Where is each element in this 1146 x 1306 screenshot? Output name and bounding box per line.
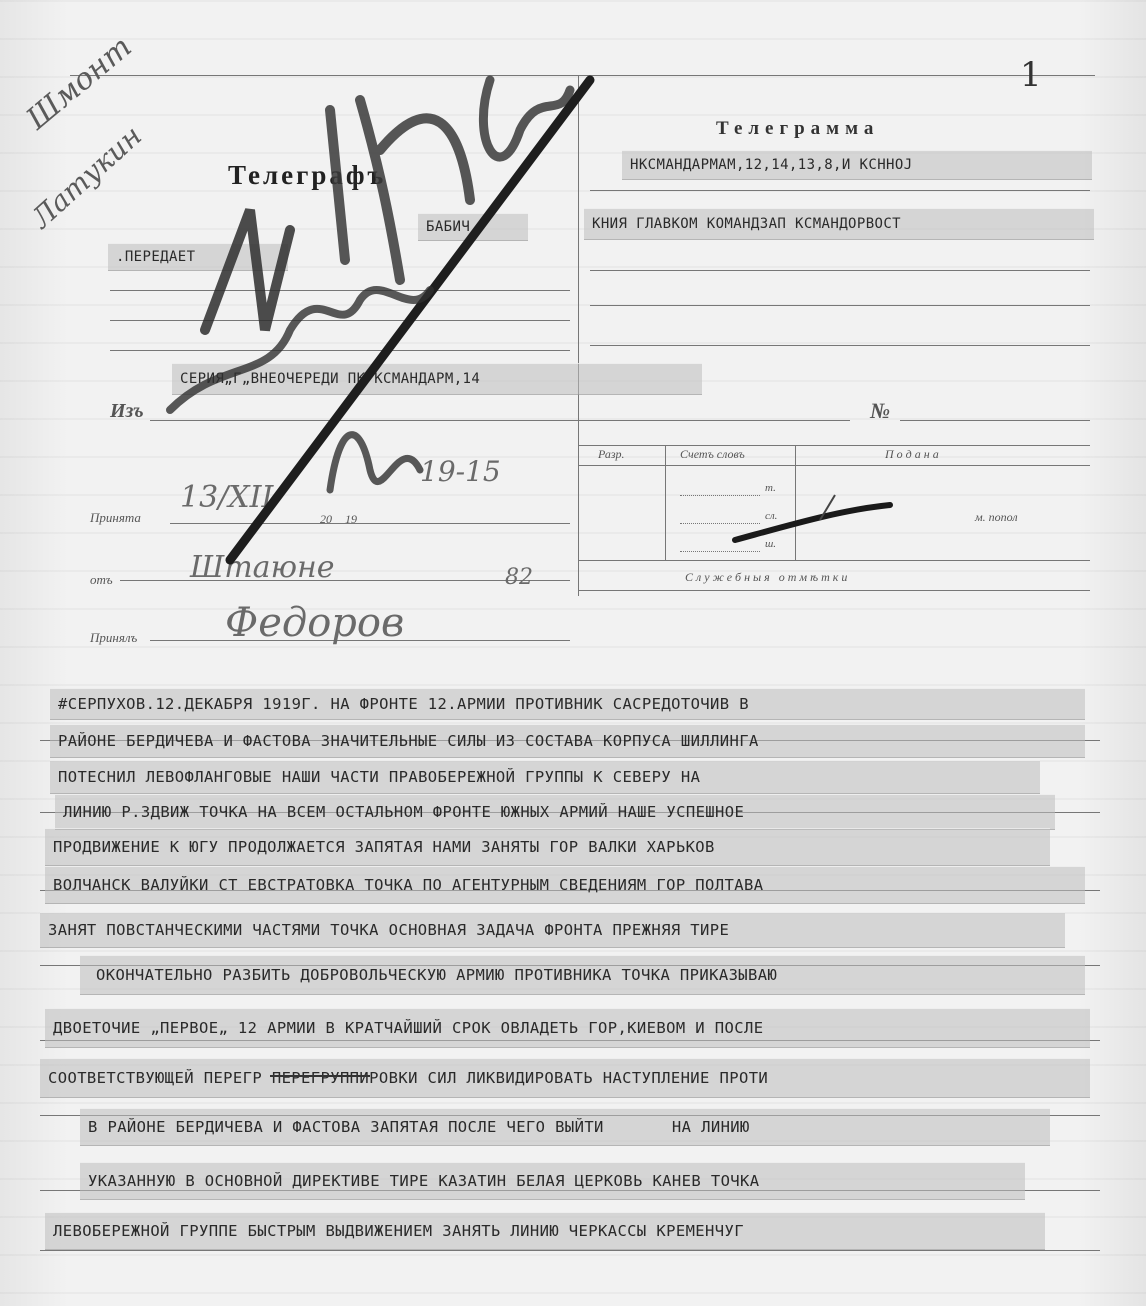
table-header-submitted: П о д а н а	[885, 447, 939, 461]
rule	[170, 523, 570, 524]
handwritten-note-1: Шмонт	[20, 29, 139, 137]
table-rule	[578, 560, 1090, 561]
body-line: ЗАНЯТ ПОВСТАНЧЕСКИМИ ЧАСТЯМИ ТОЧКА ОСНОВНАЯ ЗАДАЧА ФРОНТА ПРЕЖНЯЯ ТИРЕ	[40, 912, 1065, 948]
form-divider-vertical	[578, 76, 579, 596]
word-row-t: т.	[765, 482, 776, 494]
handwritten-receiver-signature: Федоров	[225, 600, 405, 646]
year-prefix: 20	[320, 512, 332, 526]
service-marks-label: С л у ж е б н ы я о т м ѣ т к и	[685, 570, 848, 584]
strikethrough-mark	[270, 1075, 370, 1077]
body-line: ВОЛЧАНСК ВАЛУЙКИ СТ ЕВСТРАТОВКА ТОЧКА ПО АГЕНТУРНЫМ СВЕДЕНИЯМ ГОР ПОЛТАВА	[45, 866, 1085, 904]
body-line: ПРОДВИЖЕНИЕ К ЮГУ ПРОДОЛЖАЕТСЯ ЗАПЯТАЯ НАМИ ЗАНЯТЫ ГОР ВАЛКИ ХАРЬКОВ	[45, 828, 1050, 866]
telegram-title: Телеграмма	[716, 118, 880, 139]
word-row-sh: ш.	[765, 538, 777, 550]
handwritten-accepted-date: 13/XII	[180, 480, 274, 515]
rule	[590, 270, 1090, 271]
rule	[110, 320, 570, 321]
table-rule	[578, 590, 1090, 591]
rule	[900, 420, 1090, 421]
from-station-label: отъ	[90, 572, 113, 587]
table-header-word-count: Счетъ словъ	[680, 447, 745, 461]
tape-operator: БАБИЧ	[418, 213, 528, 241]
table-rule	[578, 445, 1090, 446]
rule	[590, 305, 1090, 306]
table-col	[665, 445, 666, 560]
table-rule	[578, 465, 1090, 466]
body-line: В РАЙОНЕ БЕРДИЧЕВА И ФАСТОВА ЗАПЯТАЯ ПОСЛЕ ЧЕГО ВЫЙТИ НА ЛИНИЮ	[80, 1108, 1050, 1146]
body-line: УКАЗАННУЮ В ОСНОВНОЙ ДИРЕКТИВЕ ТИРЕ КАЗАТИН БЕЛАЯ ЦЕРКОВЬ КАНЕВ ТОЧКА	[80, 1162, 1025, 1200]
tape-series: СЕРИЯ„Г„ВНЕОЧЕРЕДИ ПК КСМАНДАРМ,14	[172, 363, 702, 395]
handwritten-time: 19-15	[420, 455, 501, 488]
rule	[120, 580, 570, 581]
receiver-label: Принялъ	[90, 630, 138, 645]
from-label: Изъ	[110, 400, 144, 422]
body-line: ДВОЕТОЧИЕ „ПЕРВОЕ„ 12 АРМИИ В КРАТЧАЙШИЙ СРОК ОВЛАДЕТЬ ГОР,КИЕВОМ И ПОСЛЕ	[45, 1008, 1090, 1048]
body-line: ЛЕВОБЕРЕЖНОЙ ГРУППЕ БЫСТРЫМ ВЫДВИЖЕНИЕМ ЗАНЯТЬ ЛИНИЮ ЧЕРКАССЫ КРЕМЕНЧУГ	[45, 1212, 1045, 1250]
tape-top-line: НКСМАНДАРМАМ,12,14,13,8,И КСННОЈ	[622, 150, 1092, 180]
rule	[680, 551, 760, 552]
body-line: #СЕРПУХОВ.12.ДЕКАБРЯ 1919Г. НА ФРОНТЕ 12.АРМИИ ПРОТИВНИК САСРЕДОТОЧИВ В	[50, 688, 1085, 720]
top-rule	[70, 75, 1095, 76]
rule	[40, 1250, 1100, 1251]
telegraph-title: Телеграфъ	[228, 160, 387, 190]
word-row-sl: сл.	[765, 510, 778, 522]
rule	[110, 290, 570, 291]
body-line: СООТВЕТСТВУЮЩЕЙ ПЕРЕГР ПЕРЕГРУППИРОВКИ СИЛ ЛИКВИДИРОВАТЬ НАСТУПЛЕНИЕ ПРОТИ	[40, 1058, 1090, 1098]
handwritten-from-station: Штаюне	[190, 550, 335, 585]
rule	[590, 345, 1090, 346]
body-line: ЛИНИЮ Р.ЗДВИЖ ТОЧКА НА ВСЕМ ОСТАЛЬНОМ ФРОНТЕ ЮЖНЫХ АРМИЙ НАШЕ УСПЕШНОЕ	[55, 794, 1055, 830]
time-suffix: м. попол	[975, 510, 1018, 524]
rule	[110, 350, 570, 351]
rule	[680, 495, 760, 496]
table-header-razr: Разр.	[598, 447, 625, 461]
rule	[150, 420, 850, 421]
tape-second-line: КНИЯ ГЛАВКОМ КОМАНДЗАП КСМАНДОРВОСТ	[584, 208, 1094, 240]
tape-transmitted: .ПЕРЕДАЕТ	[108, 243, 288, 271]
accepted-label: Принята	[90, 510, 141, 525]
handwritten-number: 82	[505, 565, 533, 590]
page-number: 1	[1020, 55, 1042, 95]
body-line: ОКОНЧАТЕЛЬНО РАЗБИТЬ ДОБРОВОЛЬЧЕСКУЮ АРМИЮ ПРОТИВНИКА ТОЧКА ПРИКАЗЫВАЮ	[80, 955, 1085, 995]
table-col	[795, 445, 796, 560]
rule	[590, 190, 1090, 191]
handwritten-note-2: Латукин	[25, 118, 149, 235]
body-line: РАЙОНЕ БЕРДИЧЕВА И ФАСТОВА ЗНАЧИТЕЛЬНЫЕ СИЛЫ ИЗ СОСТАВА КОРПУСА ШИЛЛИНГА	[50, 724, 1085, 758]
body-line: ПОТЕСНИЛ ЛЕВОФЛАНГОВЫЕ НАШИ ЧАСТИ ПРАВОБЕРЕЖНОЙ ГРУППЫ К СЕВЕРУ НА	[50, 760, 1040, 794]
rule	[680, 523, 760, 524]
year-suffix: 19	[345, 512, 357, 526]
number-label: №	[870, 398, 891, 423]
